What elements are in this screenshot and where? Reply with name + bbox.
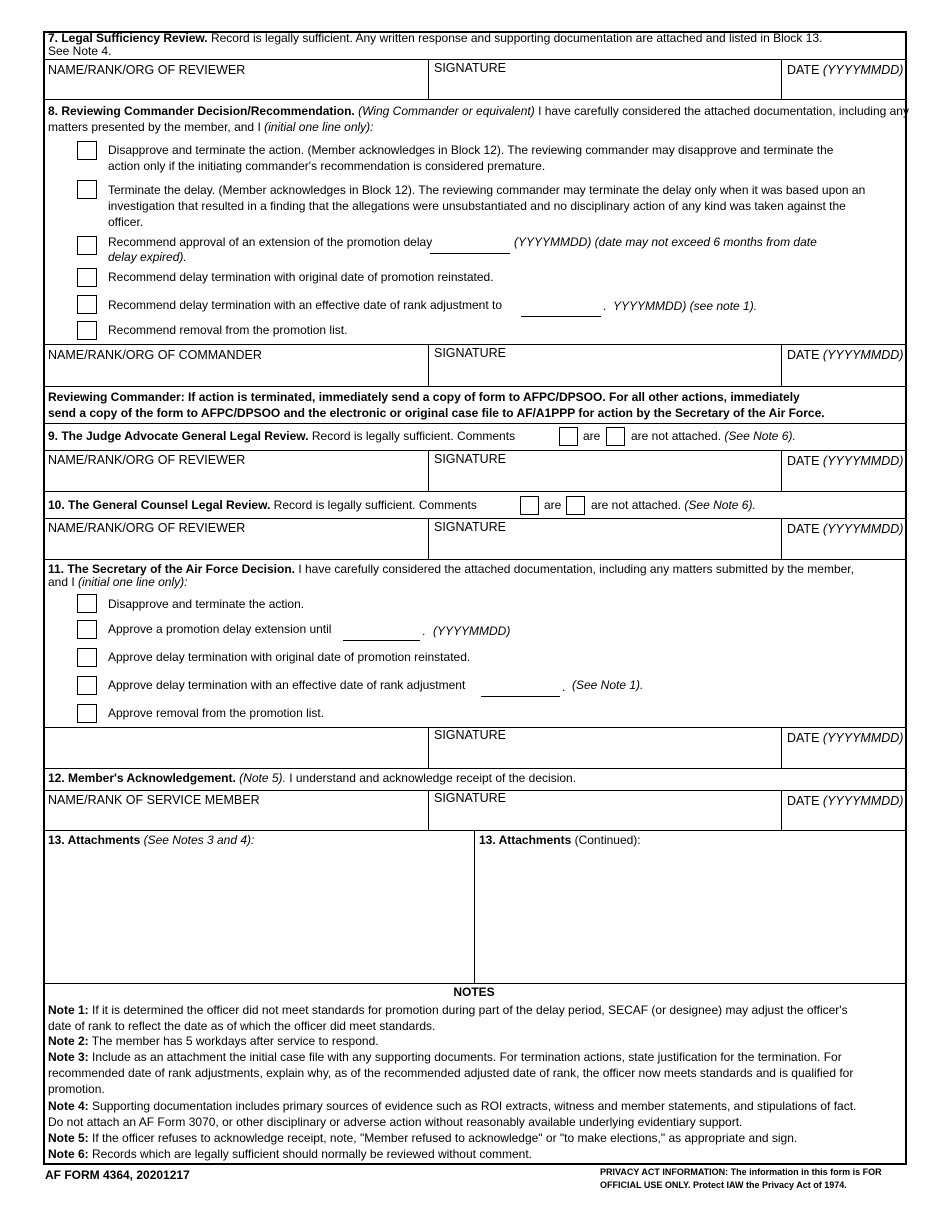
form-id: AF FORM 4364, 20201217 <box>45 1168 190 1182</box>
s9-not-attached-label: are not attached. (See Note 6). <box>631 429 796 443</box>
s7-line1 <box>48 31 822 46</box>
s8-option5-date-field[interactable] <box>521 316 601 317</box>
s8-text-a: I have carefully considered the attached documentation, including any <box>538 104 909 118</box>
s8-option6-text: Recommend removal from the promotion list. <box>108 323 348 337</box>
note-2: Note 2: The member has 5 workdays after service to respond. <box>48 1034 379 1048</box>
s11-signature-field[interactable] <box>430 744 779 766</box>
s9-are-checkbox[interactable] <box>559 427 578 446</box>
notes-heading: NOTES <box>453 985 495 999</box>
s11-line2: and I (initial one line only): <box>48 575 188 589</box>
s8-line2: matters presented by the member, and I (initial one line only): <box>48 120 374 134</box>
s8-title-italic: (Wing Commander or equivalent) <box>358 104 535 118</box>
s11-date-label: DATE (YYYYMMDD) <box>787 731 904 745</box>
s13-title-left: 13. Attachments (See Notes 3 and 4): <box>48 833 255 847</box>
s9-are-label: are <box>583 429 601 443</box>
s10-are-label: are <box>544 498 562 512</box>
s7-name-label: NAME/RANK/ORG OF REVIEWER <box>48 63 246 77</box>
s9-text: Record is legally sufficient. Comments <box>311 429 516 443</box>
note-1-line-b: date of rank to reflect the date as of which the officer did meet standards. <box>48 1019 436 1033</box>
s13-title-right: 13. Attachments (Continued): <box>479 833 641 847</box>
s12-signature-label: SIGNATURE <box>434 791 506 805</box>
privacy-line-2: OFFICIAL USE ONLY. Protect IAW the Privacy Act of 1974. <box>600 1180 847 1190</box>
s11-option5-checkbox[interactable] <box>77 704 97 723</box>
s8-option3-text-a: Recommend approval of an extension of the promotion delay <box>108 235 433 249</box>
s8-option2-checkbox[interactable] <box>77 180 97 199</box>
privacy-line-1: PRIVACY ACT INFORMATION: The information in this form is FOR <box>600 1167 882 1177</box>
s11-option2-text-a: Approve a promotion delay extension until <box>108 622 332 636</box>
s9-not-attached-checkbox[interactable] <box>606 427 625 446</box>
note-3-line-c: promotion. <box>48 1082 105 1096</box>
s8-option5-text-a: Recommend delay termination with an effective date of rank adjustment to <box>108 298 502 312</box>
s9-name-label: NAME/RANK/ORG OF REVIEWER <box>48 453 246 467</box>
s9-date-label: DATE (YYYYMMDD) <box>787 454 904 468</box>
s8-option1-checkbox[interactable] <box>77 141 97 160</box>
s11-option4-date-field[interactable] <box>481 696 560 697</box>
s12-signature-field[interactable] <box>430 806 779 828</box>
s7-signature-label: SIGNATURE <box>434 61 506 75</box>
s7-text: Record is legally sufficient. Any written response and supporting documentation are attached and listed in Block 13. <box>210 31 823 45</box>
s8-line1 <box>48 104 909 119</box>
s11-option2-date-field[interactable] <box>343 640 420 641</box>
s11-signature-label: SIGNATURE <box>434 728 506 742</box>
s10-signature-label: SIGNATURE <box>434 520 506 534</box>
s8-instruction-1: Reviewing Commander: If action is terminated, immediately send a copy of form to AFPC/DPSOO. For all other actions, immediately <box>48 390 800 404</box>
s8-title: 8. Reviewing Commander Decision/Recommendation. <box>48 104 355 118</box>
s8-option3-text-c: delay expired). <box>108 250 187 264</box>
s11-option1-text: Disapprove and terminate the action. <box>108 597 305 611</box>
s10-title: 10. The General Counsel Legal Review. <box>48 498 271 512</box>
s8-option5-text-b: YYYYMMDD) (see note 1). <box>613 299 758 313</box>
s8-option3-date-field[interactable] <box>430 253 510 254</box>
s10-signature-field[interactable] <box>430 535 779 557</box>
note-4-line-a: Note 4: Supporting documentation includes primary sources of evidence such as ROI extracts, witness and member statements, and stipulations of fact. <box>48 1099 857 1113</box>
note-3-line-a: Note 3: Include as an attachment the initial case file with any supporting documents. For termination actions, state justification for the termination. For <box>48 1050 842 1064</box>
s12-date-label: DATE (YYYYMMDD) <box>787 794 904 808</box>
s11-option2-checkbox[interactable] <box>77 620 97 639</box>
s8-signature-field[interactable] <box>430 361 779 384</box>
s9-signature-label: SIGNATURE <box>434 452 506 466</box>
note-3-line-b: recommended date of rank adjustments, explain why, as of the recommended adjusted date of rank, the officer now meets standards and is qualified for <box>48 1066 854 1080</box>
s11-option2-text-b: (YYYYMMDD) <box>433 624 511 638</box>
s11-option3-checkbox[interactable] <box>77 648 97 667</box>
s8-instruction-2: send a copy of the form to AFPC/DPSOO and the electronic or original case file to AF/A1PPP for action by the Secretary of the Air Force. <box>48 406 825 420</box>
s12-text: I understand and acknowledge receipt of the decision. <box>289 771 577 785</box>
s13-attachments-right-field[interactable] <box>477 850 904 980</box>
s9-line1 <box>48 429 515 444</box>
note-1-line-a: Note 1: If it is determined the officer did not meet standards for promotion during part of the delay period, SECAF (or designee) may adjust the officer's <box>48 1003 848 1017</box>
s7-date-label: DATE (YYYYMMDD) <box>787 63 904 77</box>
s10-not-attached-label: are not attached. (See Note 6). <box>591 498 756 512</box>
s12-name-label: NAME/RANK OF SERVICE MEMBER <box>48 793 260 807</box>
s8-option4-checkbox[interactable] <box>77 268 97 287</box>
s10-name-label: NAME/RANK/ORG OF REVIEWER <box>48 521 246 535</box>
s11-option4-checkbox[interactable] <box>77 676 97 695</box>
s12-line1 <box>48 771 576 786</box>
s7-note: See Note 4. <box>48 44 112 58</box>
s8-option4-text: Recommend delay termination with original date of promotion reinstated. <box>108 270 494 284</box>
note-5: Note 5: If the officer refuses to acknowledge receipt, note, "Member refused to acknowledge" or "to make elections," as appropriate and sign. <box>48 1131 798 1145</box>
s11-option4-text-a: Approve delay termination with an effective date of rank adjustment <box>108 678 466 692</box>
s9-signature-field[interactable] <box>430 467 779 489</box>
s10-line1 <box>48 498 477 513</box>
s9-title: 9. The Judge Advocate General Legal Review. <box>48 429 309 443</box>
s11-option1-checkbox[interactable] <box>77 594 97 613</box>
s11-option4-text-b: (See Note 1). <box>572 678 644 692</box>
s8-option5-checkbox[interactable] <box>77 295 97 314</box>
s8-option2-text: Terminate the delay. (Member acknowledges in Block 12). The reviewing commander may terminate the delay only when it was based upon an investigation that resulted in a finding that the allegations were unsubstantiated and no disciplinary action of any kind was taken against the officer. <box>108 183 866 229</box>
s12-title: 12. Member's Acknowledgement. <box>48 771 236 785</box>
s8-option1-text: Disapprove and terminate the action. (Member acknowledges in Block 12). The reviewing commander may disapprove and terminate the action only if the initiating commander's recommendation is considered premature. <box>108 143 834 173</box>
s8-option6-checkbox[interactable] <box>77 321 97 340</box>
s8-name-label: NAME/RANK/ORG OF COMMANDER <box>48 348 262 362</box>
s8-signature-label: SIGNATURE <box>434 346 506 360</box>
s10-date-label: DATE (YYYYMMDD) <box>787 522 904 536</box>
s11-title: 11. The Secretary of the Air Force Decision. <box>48 562 295 576</box>
s11-option5-text: Approve removal from the promotion list. <box>108 706 325 720</box>
s12-note: (Note 5). <box>239 771 286 785</box>
note-4-line-b: Do not attach an AF Form 3070, or other disciplinary or adverse action without reasonably available underlying evidentiary support. <box>48 1115 743 1129</box>
s10-not-attached-checkbox[interactable] <box>566 496 585 515</box>
s10-text: Record is legally sufficient. Comments <box>273 498 477 512</box>
s8-option3-text-b: (YYYYMMDD) (date may not exceed 6 months from date <box>514 235 817 249</box>
s11-option3-text: Approve delay termination with original date of promotion reinstated. <box>108 650 471 664</box>
s11-text-a: I have carefully considered the attached documentation, including any matters submitted by the member, <box>298 562 854 576</box>
s7-title: 7. Legal Sufficiency Review. <box>48 31 208 45</box>
s8-date-label: DATE (YYYYMMDD) <box>787 348 904 362</box>
s13-attachments-left-field[interactable] <box>46 850 472 980</box>
note-6: Note 6: Records which are legally sufficient should normally be reviewed without comment. <box>48 1147 533 1161</box>
s8-option3-checkbox[interactable] <box>77 236 97 255</box>
s10-are-checkbox[interactable] <box>520 496 539 515</box>
s7-signature-field[interactable] <box>430 75 779 97</box>
